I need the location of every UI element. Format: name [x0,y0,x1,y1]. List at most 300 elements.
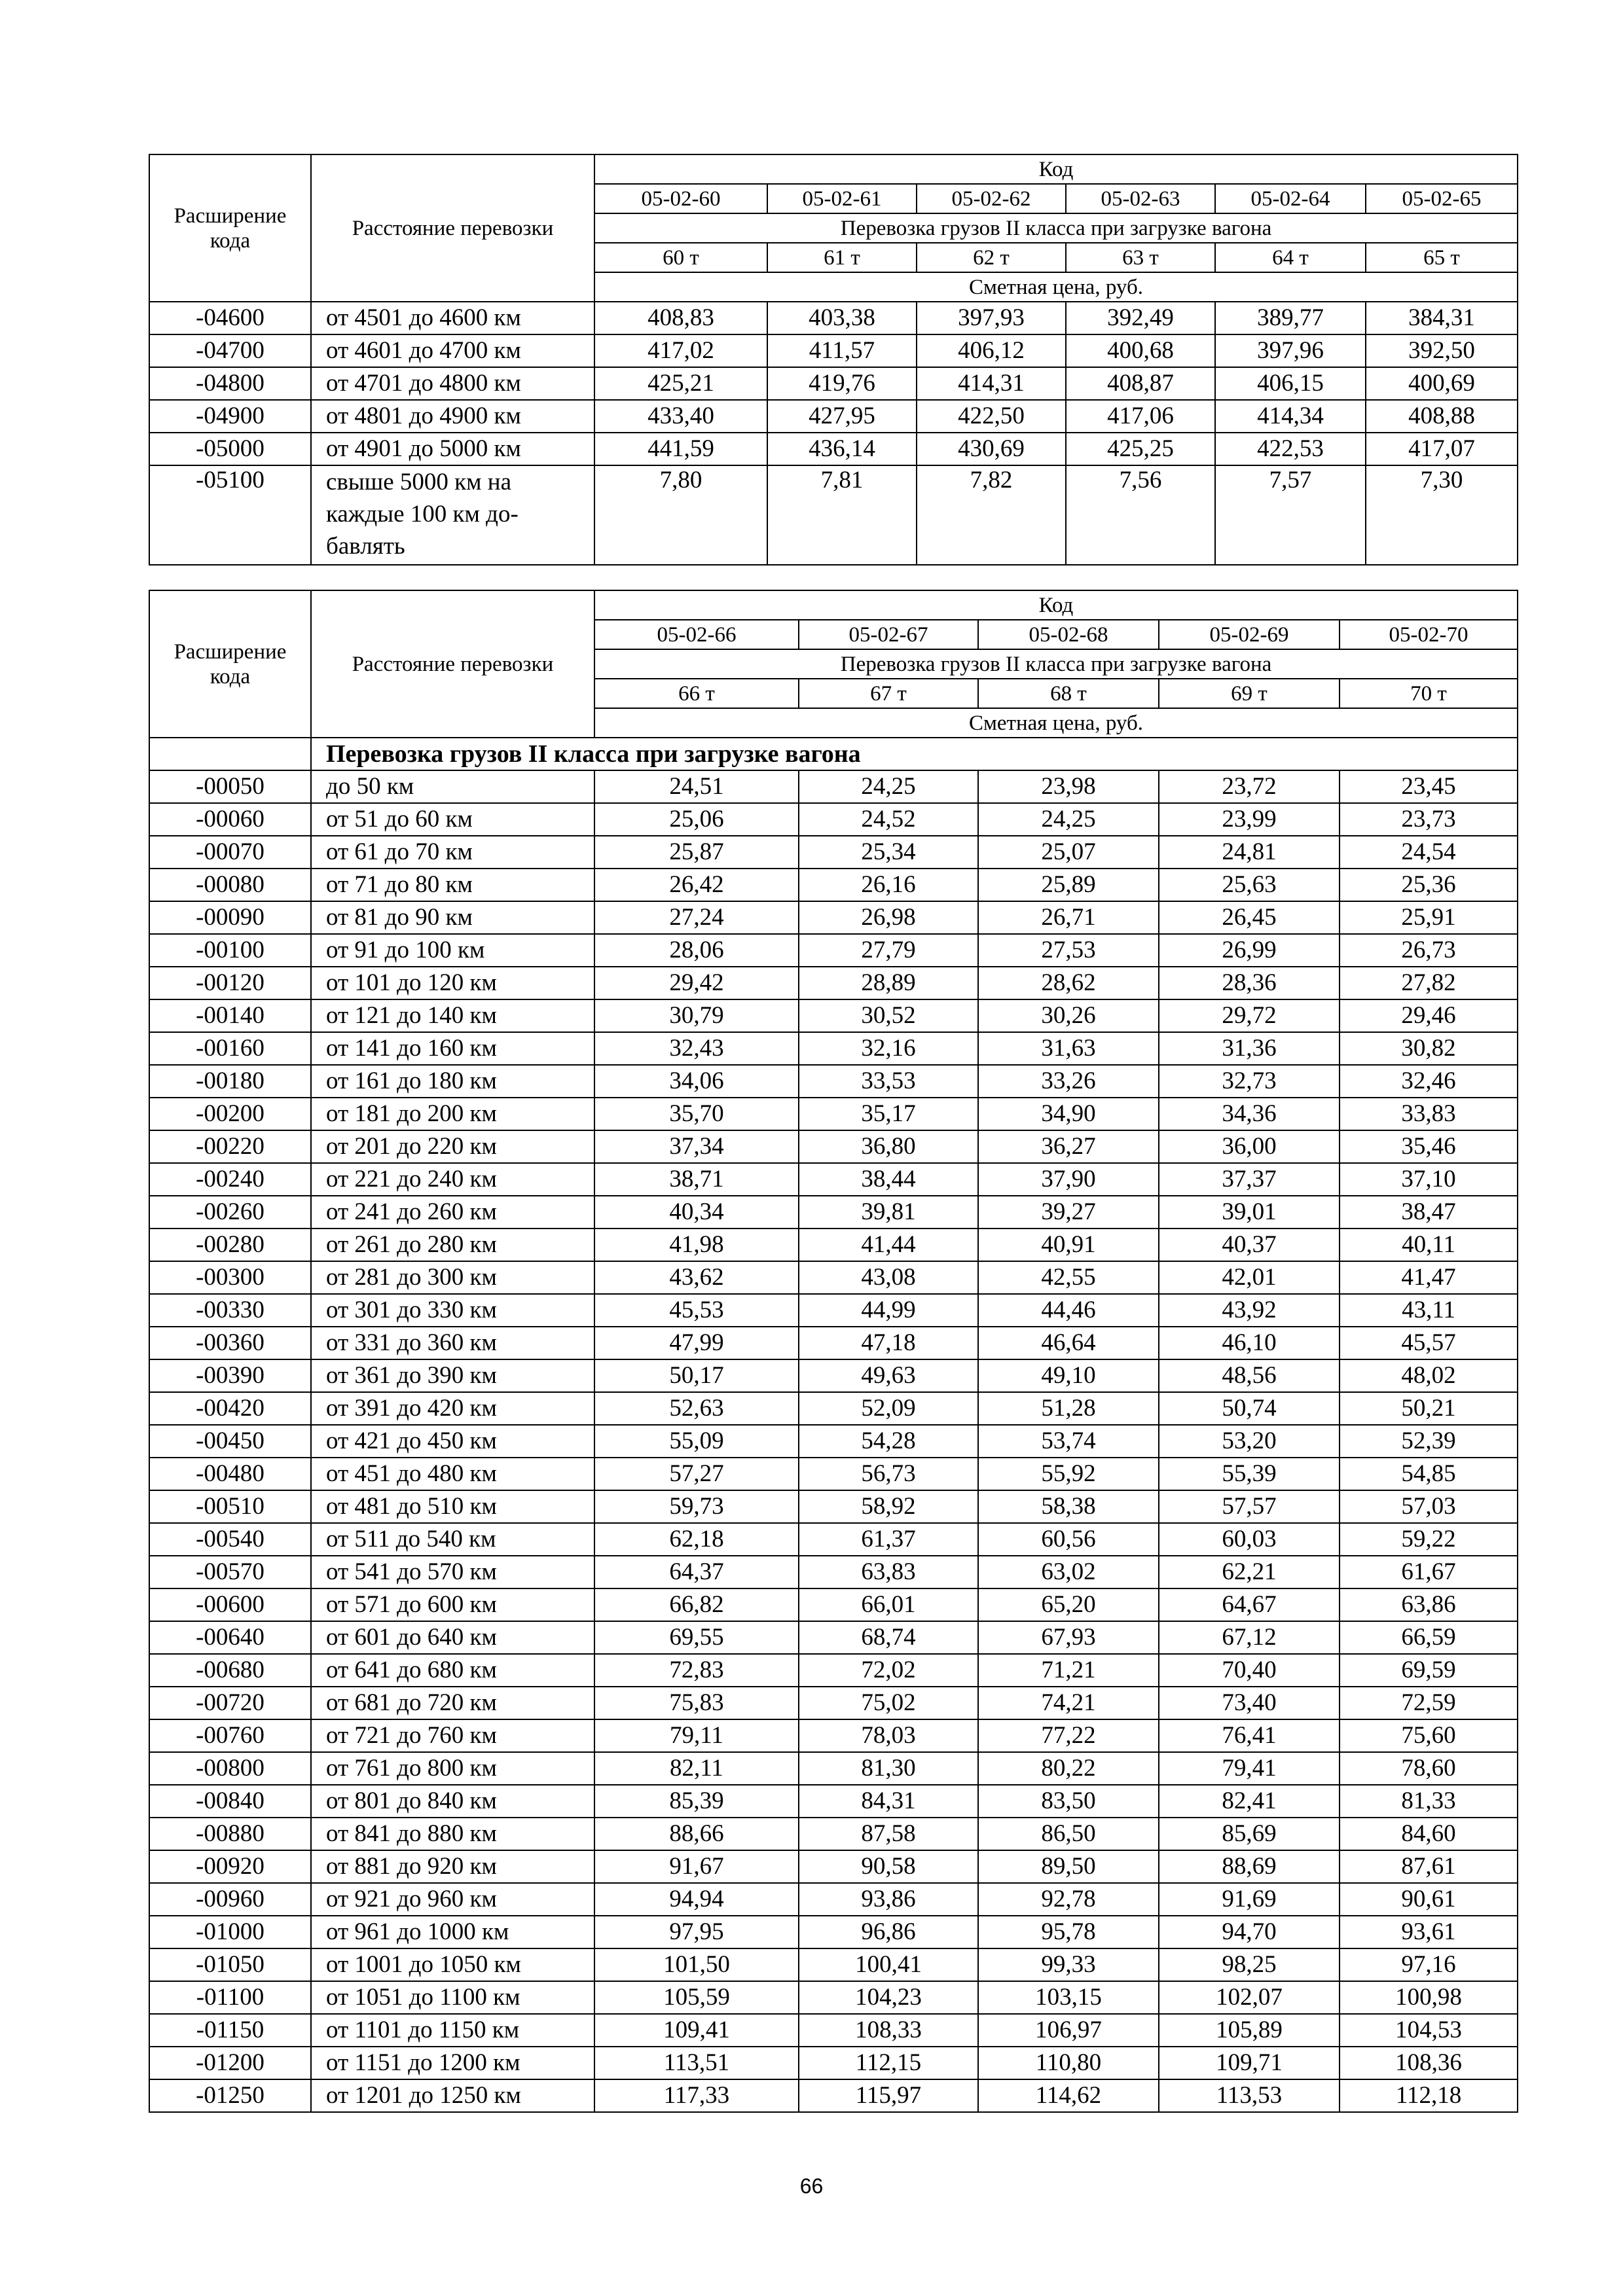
table-row [149,1163,1518,1196]
price-cell: 419,76 [767,367,917,400]
distance-cell: от 201 до 220 км [311,1130,594,1163]
code-column-header: 05-02-65 [1366,184,1518,213]
distance-cell: от 331 до 360 км [311,1327,594,1359]
price-cell: 26,98 [799,901,978,934]
price-cell: 7,81 [767,465,917,565]
price-cell: 25,89 [978,869,1159,901]
price-cell: 411,57 [767,334,917,367]
price-cell: 41,47 [1340,1261,1518,1294]
price-cell: 64,37 [594,1556,799,1588]
table-row [149,1687,1518,1719]
ext-code-cell: -00280 [149,1229,311,1261]
price-cell: 79,41 [1159,1752,1340,1785]
price-cell: 105,89 [1159,2014,1340,2047]
load-caption: Перевозка грузов II класса при загрузке вагона [594,213,1518,243]
price-cell: 101,50 [594,1948,799,1981]
distance-cell: от 681 до 720 км [311,1687,594,1719]
distance-cell: от 221 до 240 км [311,1163,594,1196]
price-cell: 53,74 [978,1425,1159,1458]
table-row [149,1425,1518,1458]
distance-cell: от 4501 до 4600 км [311,302,594,334]
load-column-header: 66 т [594,679,799,708]
price-cell: 35,17 [799,1098,978,1130]
price-cell: 414,34 [1215,400,1366,433]
price-cell: 66,59 [1340,1621,1518,1654]
ext-code-cell: -00260 [149,1196,311,1229]
distance-cell: от 841 до 880 км [311,1818,594,1850]
table-row [149,2079,1518,2112]
table-row [149,803,1518,836]
price-cell: 104,23 [799,1981,978,2014]
ext-code-cell: -00800 [149,1752,311,1785]
ext-code-cell: -00330 [149,1294,311,1327]
code-column-header: 05-02-66 [594,620,799,649]
price-cell: 91,67 [594,1850,799,1883]
price-cell: 94,94 [594,1883,799,1916]
price-cell: 26,42 [594,869,799,901]
price-cell: 7,80 [594,465,767,565]
price-cell: 37,37 [1159,1163,1340,1196]
ext-code-cell: -00300 [149,1261,311,1294]
price-cell: 84,60 [1340,1818,1518,1850]
load-column-header: 61 т [767,243,917,272]
price-cell: 28,89 [799,967,978,999]
price-cell: 69,55 [594,1621,799,1654]
price-cell: 74,21 [978,1687,1159,1719]
ext-code-cell: -00960 [149,1883,311,1916]
distance-cell: от 141 до 160 км [311,1032,594,1065]
price-cell: 23,98 [978,770,1159,803]
code-column-header: 05-02-63 [1066,184,1215,213]
price-cell: 30,79 [594,999,799,1032]
price-cell: 40,34 [594,1196,799,1229]
price-cell: 85,39 [594,1785,799,1818]
price-cell: 117,33 [594,2079,799,2112]
price-cell: 32,46 [1340,1065,1518,1098]
price-cell: 55,92 [978,1458,1159,1490]
price-cell: 27,79 [799,934,978,967]
price-cell: 91,69 [1159,1883,1340,1916]
table-row [149,836,1518,869]
price-cell: 60,56 [978,1523,1159,1556]
price-cell: 108,36 [1340,2047,1518,2079]
table-row [149,302,1518,334]
price-cell: 37,90 [978,1163,1159,1196]
price-cell: 25,87 [594,836,799,869]
price-cell: 47,99 [594,1327,799,1359]
table-row [149,1098,1518,1130]
price-cell: 88,69 [1159,1850,1340,1883]
price-cell: 55,09 [594,1425,799,1458]
price-cell: 103,15 [978,1981,1159,2014]
price-cell: 75,60 [1340,1719,1518,1752]
table-row [149,1327,1518,1359]
distance-cell: от 1051 до 1100 км [311,1981,594,2014]
distance-cell: от 61 до 70 км [311,836,594,869]
ext-code-cell: -04800 [149,367,311,400]
distance-cell: от 361 до 390 км [311,1359,594,1392]
price-cell: 64,67 [1159,1588,1340,1621]
price-cell: 384,31 [1366,302,1518,334]
price-cell: 25,06 [594,803,799,836]
load-column-header: 67 т [799,679,978,708]
ext-code-cell: -05100 [149,465,311,565]
code-column-header: 05-02-68 [978,620,1159,649]
load-column-header: 60 т [594,243,767,272]
distance-cell: от 571 до 600 км [311,1588,594,1621]
price-cell: 23,73 [1340,803,1518,836]
table-row [149,869,1518,901]
distance-cell: от 261 до 280 км [311,1229,594,1261]
distance-cell: от 481 до 510 км [311,1490,594,1523]
table-row [149,901,1518,934]
price-cell: 37,10 [1340,1163,1518,1196]
price-cell: 50,17 [594,1359,799,1392]
table-row [149,1883,1518,1916]
price-cell: 97,95 [594,1916,799,1948]
price-cell: 68,74 [799,1621,978,1654]
ext-code-cell: -04600 [149,302,311,334]
ext-code-cell: -00140 [149,999,311,1032]
price-cell: 34,90 [978,1098,1159,1130]
ext-code-cell: -00720 [149,1687,311,1719]
ext-code-cell: -00390 [149,1359,311,1392]
price-cell: 32,16 [799,1032,978,1065]
table-row [149,1294,1518,1327]
price-cell: 99,33 [978,1948,1159,1981]
price-cell: 96,86 [799,1916,978,1948]
price-cell: 52,09 [799,1392,978,1425]
price-cell: 102,07 [1159,1981,1340,2014]
price-cell: 33,83 [1340,1098,1518,1130]
price-cell: 81,33 [1340,1785,1518,1818]
ext-code-cell: -00600 [149,1588,311,1621]
distance-cell: от 1201 до 1250 км [311,2079,594,2112]
price-cell: 112,15 [799,2047,978,2079]
price-cell: 417,06 [1066,400,1215,433]
price-table-2 [149,590,1518,2113]
table-row [149,967,1518,999]
price-cell: 78,60 [1340,1752,1518,1785]
price-cell: 72,59 [1340,1687,1518,1719]
table-row [149,1130,1518,1163]
price-cell: 7,30 [1366,465,1518,565]
price-cell: 76,41 [1159,1719,1340,1752]
table-row [149,1458,1518,1490]
table-row [149,1065,1518,1098]
ext-code-cell: -00540 [149,1523,311,1556]
price-cell: 23,99 [1159,803,1340,836]
table-row [149,770,1518,803]
distance-cell: от 101 до 120 км [311,967,594,999]
table-row [149,2047,1518,2079]
table-row [149,334,1518,367]
price-cell: 25,91 [1340,901,1518,934]
ext-code-cell: -04700 [149,334,311,367]
distance-cell: от 451 до 480 км [311,1458,594,1490]
table-row [149,367,1518,400]
ext-code-header: Расширение кода [149,154,311,302]
ext-code-cell: -01050 [149,1948,311,1981]
price-cell: 408,83 [594,302,767,334]
price-cell: 35,46 [1340,1130,1518,1163]
price-cell: 108,33 [799,2014,978,2047]
price-cell: 100,98 [1340,1981,1518,2014]
table-row [149,2014,1518,2047]
price-cell: 38,44 [799,1163,978,1196]
code-header: Код [594,154,1518,184]
price-cell: 109,71 [1159,2047,1340,2079]
price-cell: 81,30 [799,1752,978,1785]
price-cell: 46,64 [978,1327,1159,1359]
price-cell: 25,34 [799,836,978,869]
table-row [149,1654,1518,1687]
code-header: Код [594,590,1518,620]
distance-cell: от 91 до 100 км [311,934,594,967]
price-cell: 66,01 [799,1588,978,1621]
price-cell: 425,25 [1066,433,1215,465]
price-cell: 59,22 [1340,1523,1518,1556]
price-cell: 77,22 [978,1719,1159,1752]
price-cell: 113,53 [1159,2079,1340,2112]
price-cell: 31,36 [1159,1032,1340,1065]
price-cell: 406,12 [917,334,1066,367]
price-cell: 44,99 [799,1294,978,1327]
price-cell: 72,02 [799,1654,978,1687]
ext-code-cell: -00080 [149,869,311,901]
ext-code-cell: -00050 [149,770,311,803]
price-cell: 40,91 [978,1229,1159,1261]
price-cell: 24,25 [799,770,978,803]
distance-cell: от 301 до 330 км [311,1294,594,1327]
price-cell: 35,70 [594,1098,799,1130]
ext-code-cell: -00060 [149,803,311,836]
table-row [149,1850,1518,1883]
price-cell: 92,78 [978,1883,1159,1916]
price-cell: 55,39 [1159,1458,1340,1490]
price-cell: 41,44 [799,1229,978,1261]
price-cell: 43,08 [799,1261,978,1294]
price-cell: 41,98 [594,1229,799,1261]
table-row [149,1752,1518,1785]
price-cell: 47,18 [799,1327,978,1359]
ext-code-cell: -00480 [149,1458,311,1490]
ext-code-cell: -00090 [149,901,311,934]
price-cell: 23,72 [1159,770,1340,803]
price-cell: 95,78 [978,1916,1159,1948]
load-caption: Перевозка грузов II класса при загрузке вагона [594,649,1518,679]
price-cell: 400,68 [1066,334,1215,367]
price-cell: 40,37 [1159,1229,1340,1261]
price-cell: 400,69 [1366,367,1518,400]
price-cell: 89,50 [978,1850,1159,1883]
distance-cell: от 391 до 420 км [311,1392,594,1425]
ext-code-cell: -00510 [149,1490,311,1523]
price-cell: 422,53 [1215,433,1366,465]
price-cell: 29,42 [594,967,799,999]
price-cell: 114,62 [978,2079,1159,2112]
price-cell: 30,26 [978,999,1159,1032]
table-row [149,1621,1518,1654]
code-column-header: 05-02-62 [917,184,1066,213]
distance-header: Расстояние перевозки [311,590,594,738]
ext-code-cell: -01250 [149,2079,311,2112]
table-row [149,1196,1518,1229]
ext-code-cell: -00220 [149,1130,311,1163]
price-cell: 26,45 [1159,901,1340,934]
price-cell: 49,10 [978,1359,1159,1392]
price-cell: 51,28 [978,1392,1159,1425]
price-cell: 56,73 [799,1458,978,1490]
ext-code-cell: -00100 [149,934,311,967]
load-column-header: 69 т [1159,679,1340,708]
load-column-header: 64 т [1215,243,1366,272]
price-cell: 94,70 [1159,1916,1340,1948]
code-column-header: 05-02-61 [767,184,917,213]
price-cell: 389,77 [1215,302,1366,334]
load-column-header: 62 т [917,243,1066,272]
price-caption: Сметная цена, руб. [594,708,1518,738]
price-cell: 42,55 [978,1261,1159,1294]
price-cell: 441,59 [594,433,767,465]
distance-cell: от 961 до 1000 км [311,1916,594,1948]
price-cell: 87,58 [799,1818,978,1850]
price-cell: 82,11 [594,1752,799,1785]
price-cell: 50,74 [1159,1392,1340,1425]
ext-code-cell: -00880 [149,1818,311,1850]
price-cell: 7,82 [917,465,1066,565]
distance-cell: от 4601 до 4700 км [311,334,594,367]
price-cell: 29,72 [1159,999,1340,1032]
ext-code-cell: -00240 [149,1163,311,1196]
price-cell: 408,87 [1066,367,1215,400]
price-cell: 26,16 [799,869,978,901]
price-cell: 115,97 [799,2079,978,2112]
price-cell: 71,21 [978,1654,1159,1687]
table-row [149,1261,1518,1294]
price-cell: 25,36 [1340,869,1518,901]
distance-cell: от 1151 до 1200 км [311,2047,594,2079]
price-cell: 31,63 [978,1032,1159,1065]
price-cell: 83,50 [978,1785,1159,1818]
price-cell: 93,86 [799,1883,978,1916]
price-cell: 414,31 [917,367,1066,400]
price-cell: 33,26 [978,1065,1159,1098]
price-cell: 40,11 [1340,1229,1518,1261]
price-table-1 [149,154,1518,565]
price-cell: 403,38 [767,302,917,334]
price-cell: 45,53 [594,1294,799,1327]
distance-cell: от 601 до 640 км [311,1621,594,1654]
table-row [149,1916,1518,1948]
table-row [149,465,1518,565]
table-row [149,1556,1518,1588]
price-cell: 52,39 [1340,1425,1518,1458]
price-cell: 97,16 [1340,1948,1518,1981]
ext-code-cell: -01200 [149,2047,311,2079]
table-row [149,1392,1518,1425]
ext-code-cell: -00160 [149,1032,311,1065]
distance-cell: от 181 до 200 км [311,1098,594,1130]
price-cell: 30,82 [1340,1032,1518,1065]
table-row [149,1818,1518,1850]
load-column-header: 65 т [1366,243,1518,272]
price-cell: 24,81 [1159,836,1340,869]
price-cell: 36,80 [799,1130,978,1163]
distance-cell: от 641 до 680 км [311,1654,594,1687]
price-cell: 48,02 [1340,1359,1518,1392]
price-cell: 57,03 [1340,1490,1518,1523]
price-cell: 33,53 [799,1065,978,1098]
price-cell: 24,51 [594,770,799,803]
price-cell: 70,40 [1159,1654,1340,1687]
price-cell: 422,50 [917,400,1066,433]
price-cell: 39,81 [799,1196,978,1229]
price-cell: 82,41 [1159,1785,1340,1818]
code-column-header: 05-02-70 [1340,620,1518,649]
distance-cell: от 761 до 800 км [311,1752,594,1785]
page-number: 66 [799,2174,824,2198]
price-cell: 24,25 [978,803,1159,836]
price-cell: 86,50 [978,1818,1159,1850]
distance-cell: от 921 до 960 км [311,1883,594,1916]
price-cell: 7,57 [1215,465,1366,565]
price-cell: 436,14 [767,433,917,465]
price-cell: 84,31 [799,1785,978,1818]
price-cell: 98,25 [1159,1948,1340,1981]
distance-cell: от 241 до 260 км [311,1196,594,1229]
distance-cell: от 4801 до 4900 км [311,400,594,433]
code-column-header: 05-02-60 [594,184,767,213]
ext-code-cell: -00570 [149,1556,311,1588]
ext-code-cell: -00920 [149,1850,311,1883]
table-row [149,1785,1518,1818]
distance-cell: от 161 до 180 км [311,1065,594,1098]
price-cell: 417,02 [594,334,767,367]
price-cell: 57,27 [594,1458,799,1490]
price-cell: 43,62 [594,1261,799,1294]
price-cell: 93,61 [1340,1916,1518,1948]
price-cell: 417,07 [1366,433,1518,465]
price-cell: 112,18 [1340,2079,1518,2112]
price-cell: 25,07 [978,836,1159,869]
price-cell: 90,61 [1340,1883,1518,1916]
price-cell: 79,11 [594,1719,799,1752]
distance-cell: до 50 км [311,770,594,803]
price-cell: 43,11 [1340,1294,1518,1327]
price-cell: 52,63 [594,1392,799,1425]
price-cell: 104,53 [1340,2014,1518,2047]
table-row [149,999,1518,1032]
price-cell: 49,63 [799,1359,978,1392]
price-cell: 105,59 [594,1981,799,2014]
price-cell: 63,86 [1340,1588,1518,1621]
code-column-header: 05-02-64 [1215,184,1366,213]
price-cell: 62,21 [1159,1556,1340,1588]
price-cell: 48,56 [1159,1359,1340,1392]
price-cell: 29,46 [1340,999,1518,1032]
distance-cell: от 1001 до 1050 км [311,1948,594,1981]
price-cell: 406,15 [1215,367,1366,400]
ext-code-cell: -01000 [149,1916,311,1948]
price-cell: 88,66 [594,1818,799,1850]
price-cell: 65,20 [978,1588,1159,1621]
code-column-header: 05-02-69 [1159,620,1340,649]
price-cell: 61,37 [799,1523,978,1556]
distance-cell: от 721 до 760 км [311,1719,594,1752]
table-row [149,433,1518,465]
price-cell: 26,71 [978,901,1159,934]
